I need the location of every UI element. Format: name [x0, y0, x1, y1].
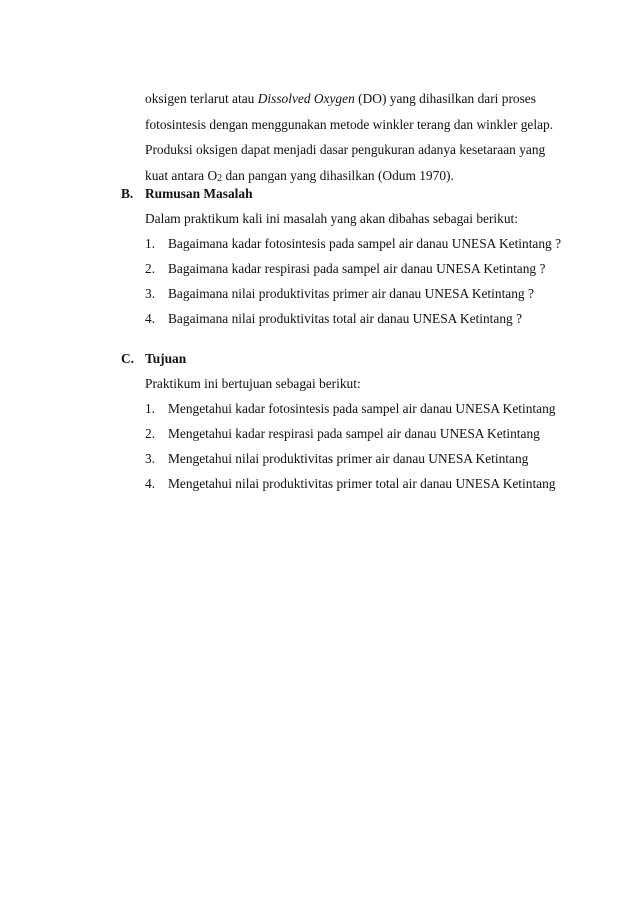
word: yang [389, 91, 416, 106]
word: fotosintesis [145, 116, 207, 132]
list-item [145, 401, 556, 417]
word: dihasilkan [419, 91, 475, 106]
intro-line-4 [145, 163, 547, 189]
list-item [145, 236, 561, 252]
intro-line-1 [145, 86, 547, 112]
word: dengan [209, 116, 249, 132]
word: gelap. [520, 116, 554, 132]
section-b-intro: Dalam praktikum kali ini masalah yang akan dibahas sebagai berikut: [145, 211, 518, 226]
list-text: Mengetahui nilai produktivitas primer total air danau UNESA Ketintang [168, 476, 556, 491]
list-number: 1. [145, 236, 156, 251]
word: (DO) [358, 91, 387, 106]
list-number: 2. [145, 261, 156, 276]
word: terang [416, 116, 451, 132]
word: metode [329, 116, 370, 132]
list-item [145, 311, 522, 327]
word: dapat [241, 142, 270, 157]
word: dasar [319, 142, 349, 157]
word: winkler [476, 116, 518, 132]
list-number: 3. [145, 451, 156, 466]
section-title: Rumusan Masalah [145, 186, 253, 201]
word: winkler [372, 116, 414, 132]
word: pengukuran [351, 142, 415, 157]
word: Produksi [145, 142, 193, 157]
list-item [145, 261, 545, 277]
list-number: 2. [145, 426, 156, 441]
section-b-heading [121, 186, 253, 202]
section-c-intro: Praktikum ini bertujuan sebagai berikut: [145, 376, 361, 391]
word: proses [501, 91, 536, 106]
list-text: Bagaimana nilai produktivitas total air danau UNESA Ketintang ? [168, 311, 523, 326]
word: adanya [418, 142, 456, 157]
intro-line-3 [145, 137, 547, 163]
dissolved-oxygen-term: Dissolved Oxygen [257, 91, 355, 106]
section-c-heading [121, 351, 186, 367]
text-span: dan pangan yang dihasilkan (Odum 1970). [222, 167, 454, 183]
text-span: kuat antara O [145, 167, 218, 183]
word: kesetaraan [459, 142, 516, 157]
subscript-2: 2 [217, 172, 223, 184]
list-text: Bagaimana kadar fotosintesis pada sampel air danau UNESA Ketintang ? [168, 236, 562, 251]
word: oksigen [145, 91, 187, 106]
word: yang [519, 142, 546, 157]
list-text: Mengetahui nilai produktivitas primer air danau UNESA Ketintang [168, 451, 529, 466]
word: menjadi [273, 142, 317, 157]
intro-line-2 [145, 112, 554, 138]
list-item [145, 476, 556, 492]
list-number: 4. [145, 476, 156, 491]
list-text: Bagaimana nilai produktivitas primer air danau UNESA Ketintang ? [168, 286, 534, 301]
word: atau [232, 91, 255, 106]
word: menggunakan [251, 116, 327, 132]
list-item [145, 451, 528, 467]
word: dari [477, 91, 499, 106]
list-text: Bagaimana kadar respirasi pada sampel air danau UNESA Ketintang ? [168, 261, 546, 276]
list-number: 3. [145, 286, 156, 301]
section-letter: B. [121, 186, 134, 201]
list-item [145, 426, 540, 442]
word: dan [453, 116, 474, 132]
section-title: Tujuan [145, 351, 187, 366]
list-number: 1. [145, 401, 156, 416]
word: oksigen [195, 142, 238, 157]
intro-paragraph [145, 86, 554, 188]
list-text: Mengetahui kadar fotosintesis pada sampel air danau UNESA Ketintang [168, 401, 556, 416]
word: terlarut [190, 91, 229, 106]
list-item [145, 286, 534, 302]
list-text: Mengetahui kadar respirasi pada sampel air danau UNESA Ketintang [168, 426, 540, 441]
list-number: 4. [145, 311, 156, 326]
section-letter: C. [121, 351, 135, 366]
